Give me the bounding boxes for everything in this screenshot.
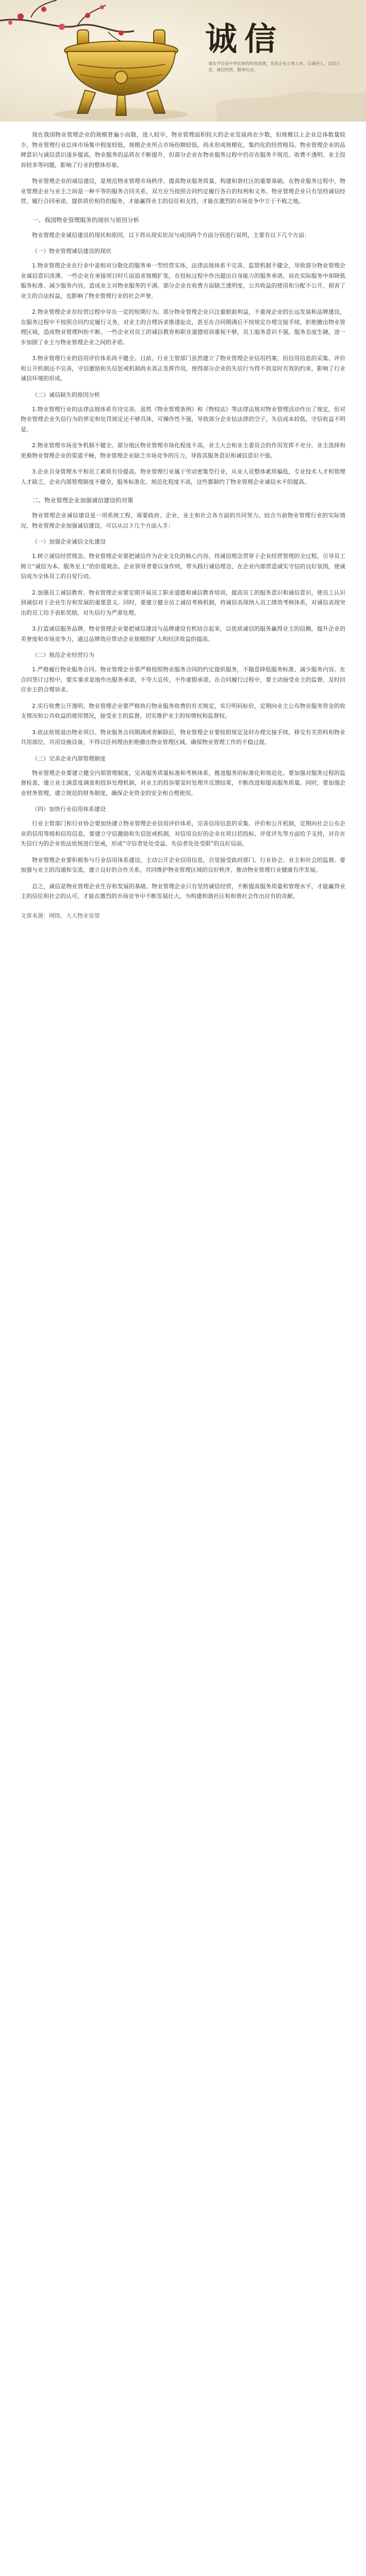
- body-paragraph: 总之，诚信是物业管理企业生存和发展的基础。物业管理企业只有坚持诚信经营，不断提高服务质量和管理水平，才能赢得业主的信任和社会的认可，才能在激烈的市场竞争中不断发展壮大，为构建和谐社区和和谐社会作出应有的贡献。: [21, 883, 345, 900]
- subsection-heading: （二）诚信缺失的原因分析: [32, 391, 100, 398]
- header-banner: [0, 0, 366, 122]
- body-paragraph: 行业主管部门和行业协会要加快建立物业管理企业信用评价体系，完善信用信息的采集、评价和公开机制，定期向社会公布企业的信用等级和信用信息。要建立守信激励和失信惩戒机制，对信用良好的企业在项目招投标、评优评先等方面给予支持，对存在失信行为的企业依法依规进行惩戒，形成“守信者处处受益、失信者处处受限”的良好局面。: [21, 820, 345, 847]
- intro-paragraph: 物业管理企业的诚信建设，是规范物业管理市场秩序、提高物业服务质量、构建和谐社区的重要基础。在物业服务过程中，物业管理企业与业主之间是一种平等的服务合同关系，双方应当按照合同约定履行各自的权利和义务。物业管理企业只有坚持诚信经营，履行合同承诺，提供质价相符的服务，才能赢得业主的信任和支持，才能在激烈的市场竞争中立于不败之地。: [21, 178, 345, 205]
- body-paragraph: 2.物业管理企业在经营过程中存在一定的短期行为。部分物业管理企业只注重眼前利益，不重视企业的长远发展和品牌建设，在服务过程中不按照合同约定履行义务，对业主的合理诉求推诿扯皮，甚至在合同期满后不按规定办理交接手续，拒绝撤出物业管理区域，造成物业管理纠纷不断。一些企业对员工的诚信教育和职业道德培训重视不够，员工服务意识不强，服务态度生硬，进一步加剧了业主与物业管理企业之间的矛盾。: [21, 309, 345, 346]
- subsection-heading: （四）加快行业信用体系建设: [32, 806, 106, 812]
- body-paragraph: 1.物业管理企业在行业中是相对分散化的服务单一型经营实体，法律法规体系不完善、监管机制不健全，导致部分物业管理企业诚信意识淡薄。一些企业在承接项目时片面追求规模扩张，在投标过程中作出超出自身能力的服务承诺，而在实际服务中却降低服务标准、减少服务内容，造成业主对物业服务的不满。部分企业在收费方面缺乏透明度，公共收益的使用和分配不公开，损害了业主的合法权益，也影响了物业管理行业的社会声誉。: [21, 262, 345, 299]
- intro-paragraph: 现在我国物业管理企业的规模普遍小而散，进入较早、物业管理面积较大的企业发展尚在少数，但规模以上企业总体数量较少，物业管理行业总体市场集中程度较低，规模企业所占市场份额较低，尚未形成规模化、集约化的经营格局。物业管理企业的品牌意识与诚信意识逐步提高，物业服务的品质在不断提升，但部分企业在物业服务过程中仍存在服务不规范、收费不透明、业主投诉较多等问题，影响了行业的整体形象。: [21, 131, 345, 168]
- section-paragraph: 物业管理企业诚信建设的现状和原因，以下将从现实状况与成因两个方面分别进行说明，主要有以下几个方面：: [32, 231, 310, 239]
- section-paragraph: 物业管理企业诚信建设是一项系统工程，需要政府、企业、业主和社会各方面的共同努力。结合当前物业管理行业的实际情况，物业管理企业加强诚信建设，可以从以下几个方面入手：: [21, 512, 345, 529]
- banner-subtitle: 诚实守信是中华民族的传统美德，也是企业立身之本。以诚待人，以信立业，诚信经营，服务社会。: [208, 61, 340, 72]
- body-paragraph: 2.物业管理市场竞争机制不健全。部分地区物业管理市场化程度不高，业主大会和业主委员会的作用发挥不充分，业主选择和更换物业管理企业的渠道不畅，物业管理企业缺乏市场竞争的压力，导致其服务意识和诚信意识不强。: [21, 442, 345, 459]
- subsection-heading: （一）物业管理诚信建设的现状: [32, 248, 111, 255]
- body-paragraph: 1.物业管理行业的法律法规体系有待完善。虽然《物业管理条例》和《物权法》等法律法规对物业管理活动作出了规定，但对物业管理企业失信行为的界定和处罚规定还不够具体，可操作性不强，导致部分企业钻法律的空子，失信成本较低，守信收益不明显。: [21, 405, 345, 433]
- article-source: 文章来源：网络，大大物业说管: [21, 912, 100, 919]
- section-heading: 一、我国物业管理服务的现状与原因分析: [32, 216, 139, 224]
- body-paragraph: 2.实行收费公开透明。物业管理企业要严格执行物业服务收费的有关规定，实行明码标价，定期向业主公布物业服务资金的收支情况和公共收益的使用情况，接受业主的监督，切实维护业主的知情权和监督权。: [21, 702, 345, 719]
- body-paragraph: 1.严格履行物业服务合同。物业管理企业要严格按照物业服务合同的约定提供服务，不随意降低服务标准、减少服务内容。在合同签订过程中，要实事求是地作出服务承诺，不夸大宣传，不作虚假承诺。在合同履行过程中，要主动接受业主的监督，及时回应业主的合理诉求。: [21, 666, 345, 693]
- body-paragraph: 1.树立诚信经营理念。物业管理企业要把诚信作为企业文化的核心内容，将诚信理念贯穿于企业经营管理的全过程，引导员工树立“诚信为本、服务至上”的价值观念。企业领导者要以身作则，带头践行诚信理念，在企业内部营造诚实守信的良好氛围，使诚信成为全体员工的自觉行动。: [21, 553, 345, 580]
- body-paragraph: 物业管理企业要积极参与行业信用体系建设，主动公开企业信用信息，自觉接受政府部门、行业协会、业主和社会的监督。要加强与业主的沟通和交流，建立良好的合作关系，共同维护物业管理区域的良好秩序，推动物业管理行业健康有序发展。: [21, 856, 345, 873]
- subsection-heading: （三）完善企业内部管理制度: [32, 755, 106, 762]
- body-paragraph: 3.打造诚信服务品牌。物业管理企业要把诚信建设与品牌建设有机结合起来，以优质诚信的服务赢得业主的信赖，提升企业的美誉度和市场竞争力，通过品牌效应带动企业规模的扩大和经济效益的提高。: [21, 625, 345, 642]
- article-body: [0, 122, 366, 931]
- subsection-heading: （一）加强企业诚信文化建设: [32, 538, 106, 545]
- section-heading: 二、物业管理企业加强诚信建设的对策: [32, 497, 134, 504]
- body-paragraph: 3.依法依规退出物业项目。物业服务合同期满或者解除后，物业管理企业要按照规定及时办理交接手续，移交有关资料和物业共用部位、共用设施设备，不得以任何理由拒绝撤出物业管理区域，确保物业管理工作的平稳过渡。: [21, 728, 345, 745]
- body-paragraph: 物业管理企业要建立健全内部管理制度，完善服务质量标准和考核体系，推进服务的标准化和规范化。要加强对服务过程的监督检查，建立业主满意度调查和投诉处理机制，对业主的投诉要及时处理并反馈结果，不断改进和提高服务质量。同时，要加强企业财务管理，建立规范的财务制度，确保企业资金的安全和合理使用。: [21, 769, 345, 796]
- body-paragraph: 3.企业自身管理水平和员工素质有待提高。物业管理行业属于劳动密集型行业，从业人员整体素质偏低，专业技术人才和管理人才缺乏，企业内部管理制度不健全，服务标准化、规范化程度不高，这些都制约了物业管理企业诚信水平的提高。: [21, 468, 345, 485]
- body-paragraph: 3.物业管理行业的信用评价体系尚不健全。目前，行业主管部门虽然建立了物业管理企业信用档案，但信用信息的采集、评价和公开机制还不完善，守信激励和失信惩戒机制尚未真正发挥作用，使得部分企业的失信行为得不到及时有效的约束，影响了行业诚信环境的形成。: [21, 355, 345, 382]
- body-paragraph: 2.加强员工诚信教育。物业管理企业要定期开展员工职业道德和诚信教育培训，提高员工的服务意识和诚信意识，使员工认识到诚信对于企业生存和发展的重要意义。同时，要建立健全员工诚信考核机制，将诚信表现纳入员工绩效考核体系，对诚信表现突出的员工给予表彰奖励，对失信行为严肃处理。: [21, 589, 345, 616]
- banner-title: 诚信: [205, 20, 284, 58]
- subsection-heading: （二）规范企业经营行为: [32, 652, 94, 658]
